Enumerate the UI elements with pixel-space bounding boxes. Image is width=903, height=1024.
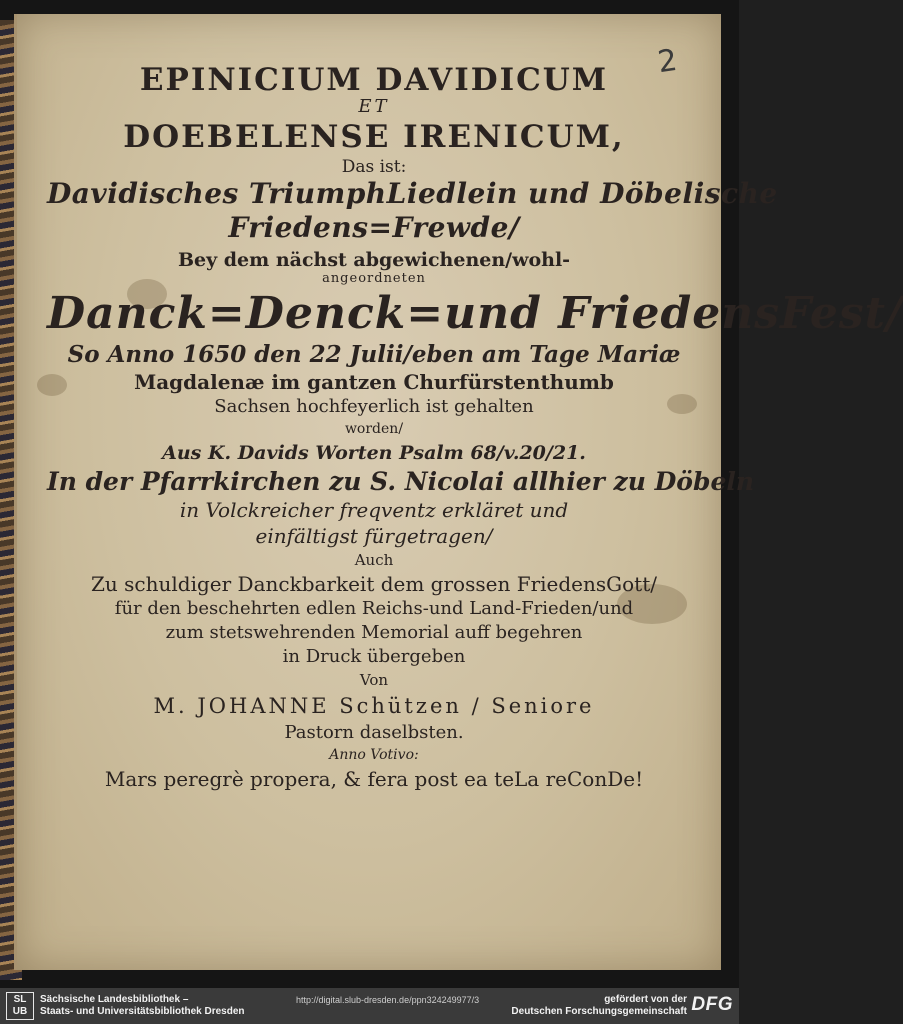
title-line: Von bbox=[359, 671, 389, 689]
funding-line: gefördert von der bbox=[604, 994, 687, 1005]
title-line: So Anno 1650 den 22 Julii/eben am Tage Mariæ bbox=[67, 341, 681, 368]
title-page bbox=[14, 14, 903, 970]
institution-line: Staats- und Universitätsbibliothek Dresden bbox=[40, 1006, 245, 1017]
logo-text: SL bbox=[13, 994, 27, 1005]
title-line: Zu schuldiger Danckbarkeit dem grossen FriedensGott/ bbox=[91, 572, 657, 596]
slub-logo[interactable] bbox=[6, 992, 34, 1020]
title-line: einfältigst fürgetragen/ bbox=[255, 524, 493, 548]
viewer-footer bbox=[0, 988, 739, 1024]
logo-text: UB bbox=[12, 1006, 28, 1017]
title-line: Aus K. Davids Worten Psalm 68/v.20/21. bbox=[162, 442, 586, 464]
title-line: Friedens=Frewde/ bbox=[228, 211, 520, 244]
motto-label: Anno Votivo: bbox=[329, 747, 419, 763]
institution-line: Sächsische Landesbibliothek – bbox=[40, 994, 189, 1005]
dfg-logo[interactable]: DFG bbox=[691, 994, 733, 1015]
author-line: M. JOHANNE Schützen / Seniore bbox=[153, 694, 595, 718]
folio-number: 2 bbox=[655, 42, 680, 81]
permalink[interactable]: http://digital.slub-dresden.de/ppn324249977/3 bbox=[296, 995, 480, 1005]
title-line: Bey dem nächst abgewichenen/wohl- bbox=[177, 249, 571, 271]
title-line: worden/ bbox=[344, 421, 404, 437]
title-line: Das ist: bbox=[341, 157, 407, 177]
title-line: EPINICIUM DAVIDICUM bbox=[139, 62, 609, 98]
title-line: In der Pfarrkirchen zu S. Nicolai allhier zu Döbeln bbox=[47, 467, 755, 496]
title-line: Sachsen hochfeyerlich ist gehalten bbox=[214, 396, 534, 417]
title-line: Auch bbox=[354, 551, 394, 569]
institution-name bbox=[40, 994, 245, 1018]
chronogram-line: Mars peregrè propera, & fera post ea teLa reConDe! bbox=[104, 767, 644, 791]
title-line: Pastorn daselbsten. bbox=[284, 722, 464, 743]
title-text-block bbox=[47, 62, 903, 793]
funding-note bbox=[511, 994, 687, 1018]
title-line: ET bbox=[358, 96, 390, 117]
title-line: in Druck übergeben bbox=[282, 646, 466, 667]
title-line: für den beschehrten edlen Reichs-und Land-Frieden/und bbox=[114, 598, 634, 619]
title-line: in Volckreicher freqventz erkläret und bbox=[179, 498, 569, 522]
title-line: Davidisches TriumphLiedlein und Döbelische bbox=[47, 177, 778, 210]
title-line: Danck=Denck=und FriedensFest/ bbox=[47, 288, 903, 339]
funding-line: Deutschen Forschungsgemeinschaft bbox=[511, 1006, 687, 1017]
title-line: DOEBELENSE IRENICUM, bbox=[123, 119, 625, 155]
title-line: Magdalenæ im gantzen Churfürstenthumb bbox=[134, 370, 614, 394]
title-line: angeordneten bbox=[322, 271, 426, 286]
title-line: zum stetswehrenden Memorial auff begehren bbox=[165, 622, 583, 643]
